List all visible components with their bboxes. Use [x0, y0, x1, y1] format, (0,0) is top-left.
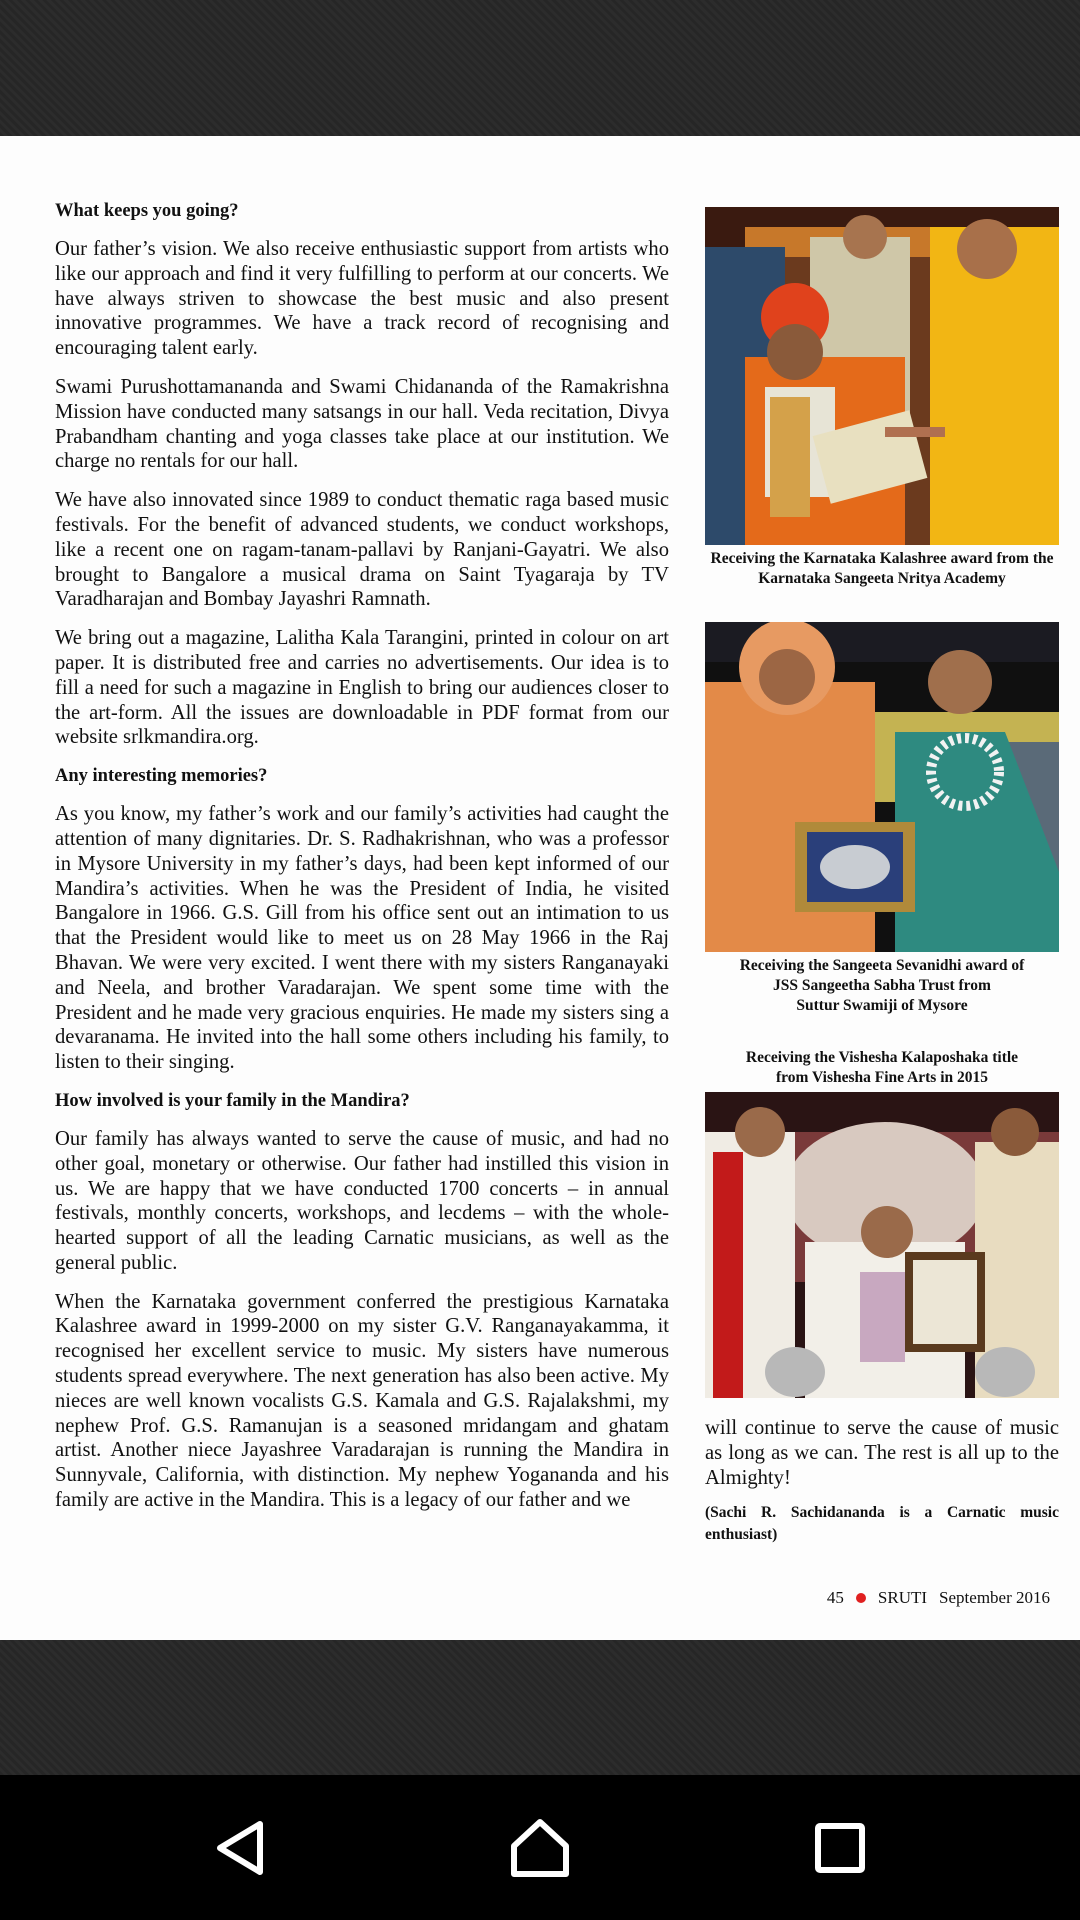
back-button[interactable] — [170, 1775, 310, 1920]
back-triangle-icon — [210, 1818, 270, 1878]
photo-caption — [705, 549, 1059, 589]
photo-caption — [705, 1048, 1059, 1088]
caption-line: Receiving the Vishesha Kalaposhaka title — [745, 1049, 1019, 1066]
article-paragraph: Our father’s vision. We also receive enthusiastic support from artists who like our approach and find it very fulfilling to perform at our concerts. We have always striven to showcase the best music and also present innovative programmes. We have a track record of recognising and encouraging talent early. — [55, 238, 669, 360]
magazine-name: SRUTI — [877, 1588, 928, 1607]
caption-line: Receiving the Sangeeta Sevanidhi award of — [739, 957, 1025, 974]
article-paragraph: As you know, my father’s work and our family’s activities had caught the attention of many dignitaries. Dr. S. Radhakrishnan, who was a professor in Mysore University in my father’s days, had been kept informed of our Mandira’s activities. When he was the President of India, he visited Bangalore in 1966. G.S. Gill from his office sent out an intimation to us that the President would like to meet us on 28 May 1966 in the Raj Bhavan. We were very excited. I went there with my sisters Ranganayaki and Neela, and brother Varadarajan. We spent some time with the President and he made very gracious enquiries. He made my sisters sing a devaranama. He invited into the hall some others including his family, to listen to their singing. — [55, 803, 669, 1074]
magazine-page[interactable] — [0, 136, 1080, 1640]
home-button[interactable] — [470, 1775, 610, 1920]
author-byline: (Sachi R. Sachidananda is a Carnatic music enthusiast) — [705, 1504, 1059, 1543]
viewer-top-margin — [0, 0, 1080, 136]
article-paragraph: We bring out a magazine, Lalitha Kala Tarangini, printed in colour on art paper. It is distributed free and carries no advertisements. Our idea is to fill a need for such a magazine in English to bring our audiences closer to the art-form. All the issues are downloadable in PDF format from our website srlkmandira.org. — [55, 627, 669, 749]
caption-line: Receiving the Karnataka Kalashree award from the — [710, 550, 1054, 567]
issue-date: September 2016 — [939, 1588, 1050, 1607]
footer-dot-icon — [856, 1593, 866, 1603]
caption-line: from Vishesha Fine Arts in 2015 — [776, 1069, 988, 1086]
android-navigation-bar — [0, 1775, 1080, 1920]
photo-vishesha-kalaposhaka-title — [705, 1092, 1059, 1398]
article-paragraph: Swami Purushottamananda and Swami Chidananda of the Ramakrishna Mission have conducted many satsangs in our hall. Veda recitation, Divya Prabandham chanting and yoga classes take place at our institution. We charge no rentals for our hall. — [55, 375, 669, 473]
recents-button[interactable] — [770, 1775, 910, 1920]
viewer-bottom-margin — [0, 1640, 1080, 1775]
article-paragraph: When the Karnataka government conferred the prestigious Karnataka Kalashree award in 1999-2000 on my sister G.V. Ranganayakamma, it recognised her excellent service to music. My sisters have numerous students spread everywhere. The next generation has also been active. My nieces are well known vocalists G.S. Kamala and G.S. Rajalakshmi, my nephew Prof. G.S. Ramanujan is a seasoned mridangam and ghatam artist. Another niece Jayashree Varadarajan is running the Mandira in Sunnyvale, California, with distinction. My nephew Yogananda and his family are active in the Mandira. This is a legacy of our father and we — [55, 1290, 669, 1512]
caption-line: Karnataka Sangeeta Nritya Academy — [758, 570, 1006, 587]
photo-kalashree-award — [705, 207, 1059, 545]
section-heading: Any interesting memories? — [55, 766, 268, 787]
section-heading: How involved is your family in the Mandira? — [55, 1090, 410, 1111]
article-left-column — [55, 199, 669, 1527]
article-paragraph: Our family has always wanted to serve the cause of music, and had no other goal, monetary or otherwise. Our father had instilled this vision in us. We are happy that we have conducted 1700 concerts – in annual festivals, monthly concerts, workshops, and lecdems – with the whole-hearted support of all the leading Carnatic musicians, as well as the general public. — [55, 1127, 669, 1274]
article-continuation: will continue to serve the cause of music as long as we can. The rest is all up to the Almighty! — [705, 1417, 1059, 1489]
section-heading: What keeps you going? — [55, 201, 239, 221]
caption-line: Suttur Swamiji of Mysore — [796, 997, 968, 1014]
page-footer — [827, 1588, 1050, 1608]
photo-caption — [705, 956, 1059, 1016]
page-number: 45 — [826, 1588, 844, 1607]
article-paragraph: We have also innovated since 1989 to conduct thematic raga based music festivals. For the benefit of advanced students, we conduct workshops, like a recent one on ragam-tanam-pallavi by Ranjani-Gayatri. We also brought to Bangalore a musical drama on Saint Tyagaraja by TV Varadharajan and Bombay Jayashri Ramnath. — [55, 489, 669, 611]
caption-line: JSS Sangeetha Sabha Trust from — [773, 977, 991, 994]
home-icon — [508, 1816, 572, 1880]
photo-sangeeta-sevanidhi-award — [705, 622, 1059, 952]
recents-square-icon — [812, 1820, 868, 1876]
